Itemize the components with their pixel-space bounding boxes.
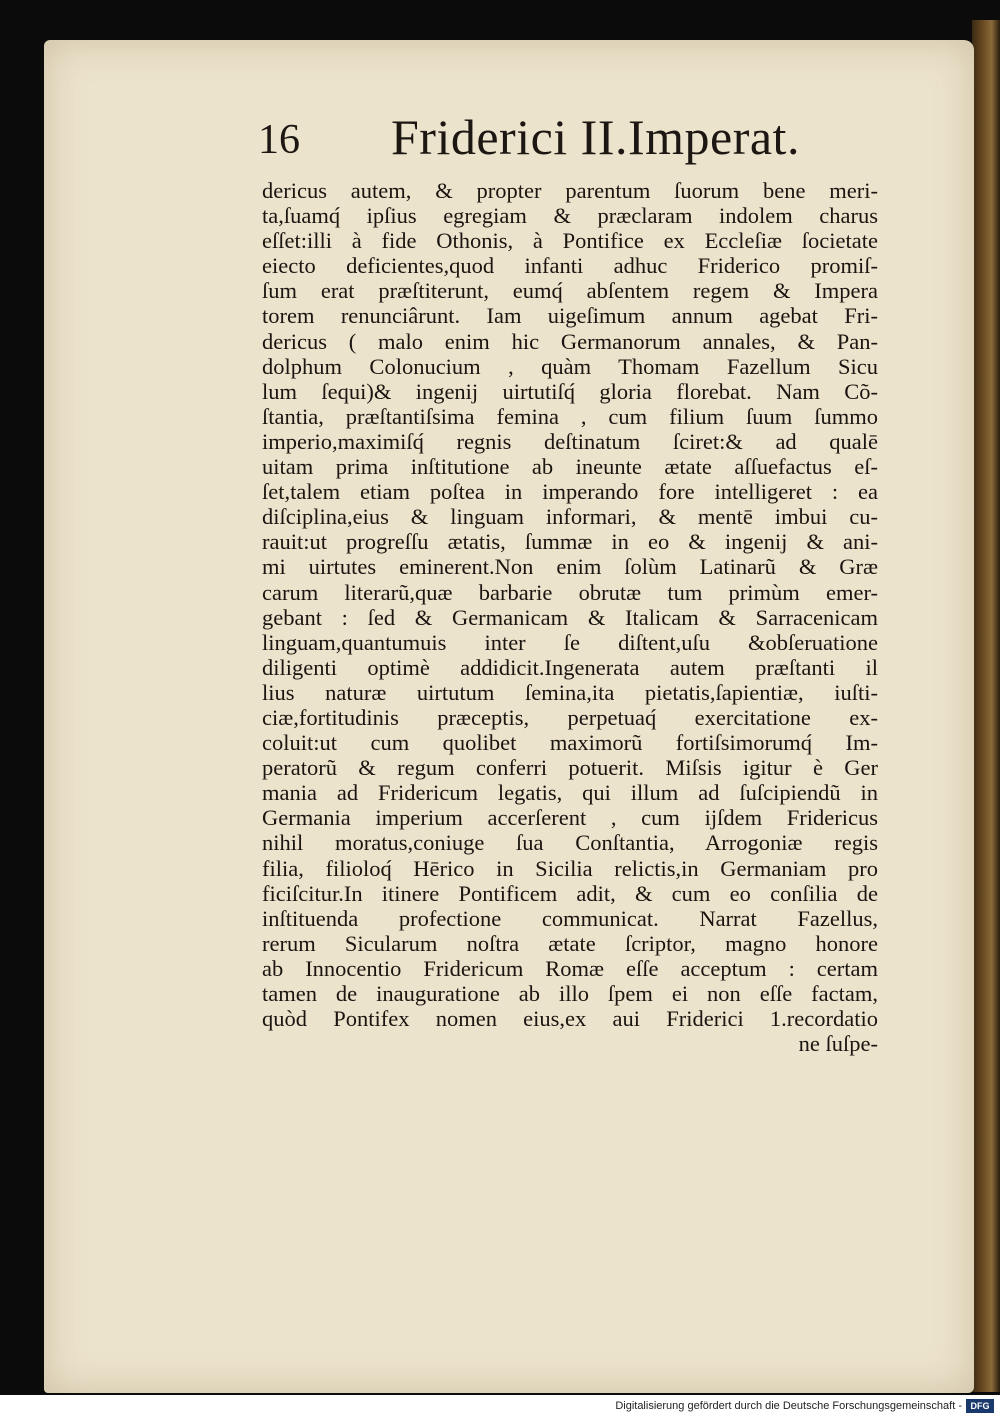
text-line: peratorũ & regum conferri potuerit. Miſsis igitur è Ger — [262, 755, 878, 781]
text-line: mania ad Fridericum legatis, qui illum ad ſuſcipiendũ in — [262, 780, 878, 806]
text-line: dericus autem, & propter parentum ſuorum bene meri- — [262, 178, 878, 203]
dfg-logo-icon: DFG — [966, 1399, 994, 1413]
text-line: ſtantia, præſtantiſsima femina , cum filium ſuum ſummo — [262, 403, 878, 429]
text-line: uitam prima inſtitutione ab ineunte ætate aſſuefactus eſ- — [262, 454, 878, 480]
text-line: mi uirtutes eminerent.Non enim ſolùm Latinarũ & Græ — [262, 554, 878, 580]
running-head: Friderici II.Imperat. — [391, 109, 800, 165]
text-line: eiecto deficientes,quod infanti adhuc Friderico promiſ- — [262, 253, 878, 279]
funding-credit: Digitalisierung gefördert durch die Deutsche Forschungsgemeinschaft - — [615, 1400, 962, 1412]
text-line: ſum erat præſtiterunt, eumq́ abſentem regem & Impera — [262, 278, 878, 304]
text-line: inſtituenda profectione communicat. Narrat Fazellus, — [262, 905, 878, 931]
page-number: 16 — [258, 117, 300, 163]
text-line: ne ſuſpe- — [798, 1031, 878, 1057]
text-line: ficiſcitur.In itinere Pontificem adit, & cum eo conſilia de — [262, 880, 878, 906]
text-line: imperio,maximiſq́ regnis deſtinatum ſciret:& ad qualē — [262, 428, 878, 454]
text-line: torem renunciârunt. Iam uigeſimum annum agebat Fri- — [262, 303, 878, 329]
text-line: eſſet:illi à fide Othonis, à Pontifice ex Eccleſiæ ſocietate — [262, 228, 878, 254]
text-line: filia, filioloq́ Hērico in Sicilia relictis,in Germaniam pro — [262, 855, 878, 881]
text-line: ſet,talem etiam poſtea in imperando fore intelligeret : ea — [262, 479, 878, 505]
text-line: rerum Sicularum noſtra ætate ſcriptor, magno honore — [262, 930, 878, 956]
text-line: lum ſequi)& ingenij uirtutiſq́ gloria florebat. Nam Cõ- — [262, 378, 878, 404]
text-line: gebant : ſed & Germanicam & Italicam & Sarracenicam — [262, 604, 878, 630]
text-line: ciæ,fortitudinis præceptis, perpetuaq́ exercitatione ex- — [262, 704, 878, 730]
text-line: quòd Pontifex nomen eius,ex aui Friderici 1.recordatio — [262, 1006, 878, 1032]
text-line: nihil moratus,coniuge ſua Conſtantia, Arrogoniæ regis — [262, 830, 878, 856]
text-line: diligenti optimè addidicit.Ingenerata autem præſtanti il — [262, 654, 878, 680]
text-line: lius naturæ uirtutum ſemina,ita pietatis,ſapientiæ, iuſti- — [262, 679, 878, 705]
text-line: linguam,quantumuis inter ſe diſtent,uſu &obſeruatione — [262, 629, 878, 655]
text-line: rauit:ut progreſſu ætatis, ſummæ in eo & ingenij & ani- — [262, 529, 878, 555]
text-line: Germania imperium accerſerent , cum ijſdem Fridericus — [262, 805, 878, 831]
text-line: dericus ( malo enim hic Germanorum annales, & Pan- — [262, 328, 878, 354]
text-line: carum literarũ,quæ barbarie obrutæ tum primùm emer- — [262, 579, 878, 605]
page-header — [258, 108, 898, 168]
text-line: diſciplina,eius & linguam informari, & mentē imbui cu- — [262, 504, 878, 530]
text-line: ta,ſuamq́ ipſius egregiam & præclaram indolem charus — [262, 203, 878, 229]
book-spine — [972, 20, 1000, 1392]
digitization-footer — [0, 1395, 1000, 1417]
text-line: dolphum Colonucium , quàm Thomam Fazellum Sicu — [262, 353, 878, 379]
text-line: ab Innocentio Fridericum Romæ eſſe acceptum : certam — [262, 955, 878, 981]
body-text — [262, 178, 878, 1056]
text-line: tamen de inauguratione ab illo ſpem ei non eſſe factam, — [262, 981, 878, 1006]
text-line: coluit:ut cum quolibet maximorũ fortiſsimorumq́ Im- — [262, 730, 878, 756]
